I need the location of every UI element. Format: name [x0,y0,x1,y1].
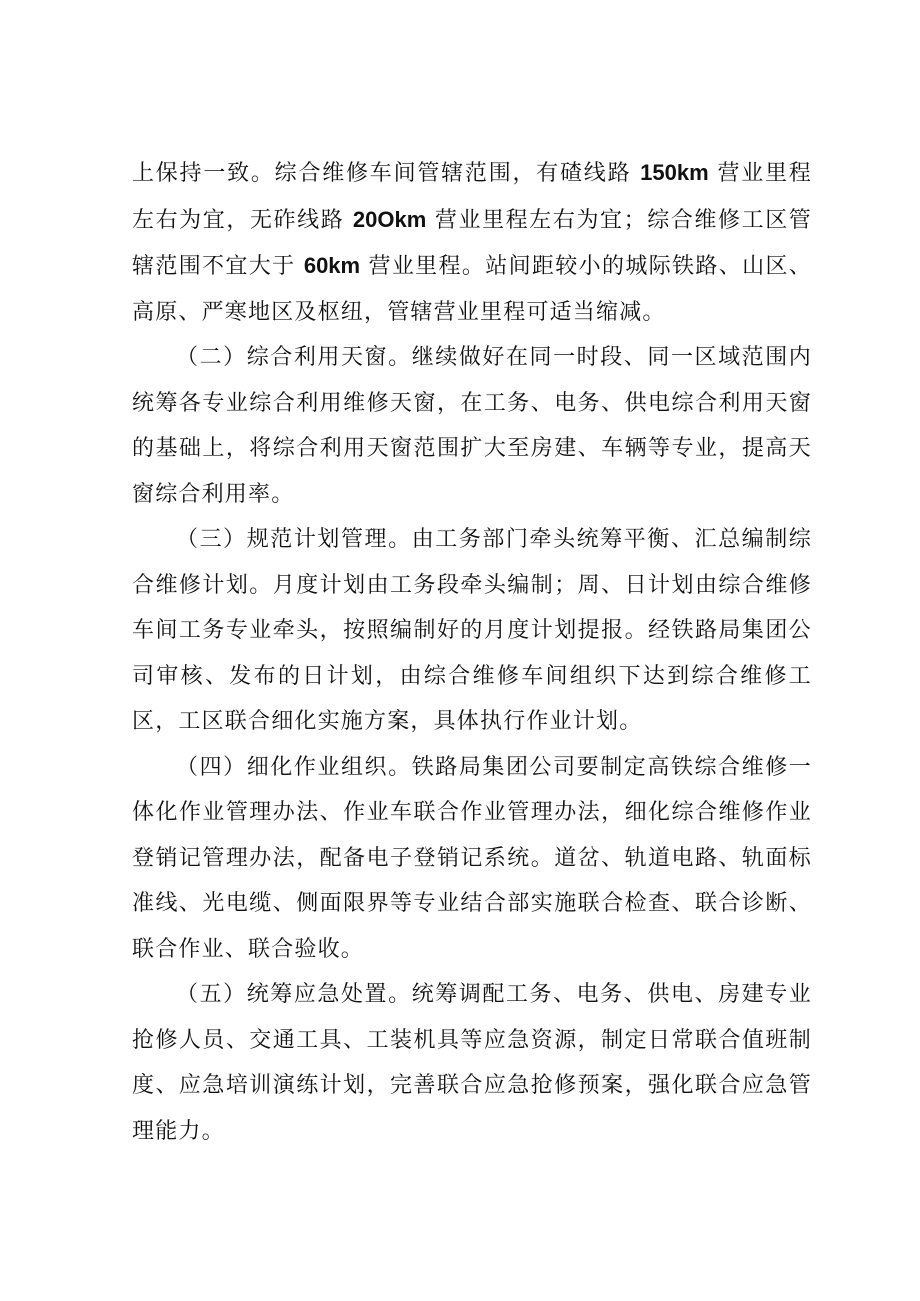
text-segment: 营业里程左右为宜，无砟线路 [132,161,812,233]
paragraph-plan-management: （三）规范计划管理。由工务部门牵头统筹平衡、汇总编制综合维修计划。月度计划由工务段牵头编制；周、日计划由综合维修车间工务专业牵头，按照编制好的月度计划提报。经铁路局集团公司审核、发布的日计划，由综合维修车间组织下达到综合维修工区，工区联合细化实施方案，具体执行作业计划。 [132,527,812,734]
distance-value: 20Okm [352,206,427,232]
paragraph-emergency-handling: （五）统筹应急处置。统筹调配工务、电务、供电、房建专业抢修人员、交通工具、工装机具等应急资源，制定日常联合值班制度、应急培训演练计划，完善联合应急抢修预案，强化联合应急管理能力。 [132,982,812,1144]
text-segment: 营业里程左右为宜；综合维修工区管辖范围不宜大于 [132,207,812,279]
text-segment: 上保持一致。综合维修车间管辖范围，有碴线路 [132,161,632,186]
document-body [132,150,812,1154]
distance-value: 150km [640,160,709,185]
paragraph-window-utilization: （二）综合利用天窗。继续做好在同一时段、同一区域范围内统筹各专业综合利用维修天窗，在工务、电务、供电综合利用天窗的基础上，将综合利用天窗范围扩大至房建、车辆等专业，提高天窗综合利用率。 [132,345,812,507]
text-segment: 营业里程。站间距较小的城际铁路、山区、高原、严寒地区及枢纽，管辖营业里程可适当缩减。 [132,254,812,325]
paragraph-continuation [132,150,812,335]
distance-value: 60km [303,253,361,278]
paragraph-work-organization: （四）细化作业组织。铁路局集团公司要制定高铁综合维修一体化作业管理办法、作业车联合作业管理办法，细化综合维修作业登销记管理办法，配备电子登销记系统。道岔、轨道电路、轨面标准线、光电缆、侧面限界等专业结合部实施联合检查、联合诊断、联合作业、联合验收。 [132,754,812,962]
